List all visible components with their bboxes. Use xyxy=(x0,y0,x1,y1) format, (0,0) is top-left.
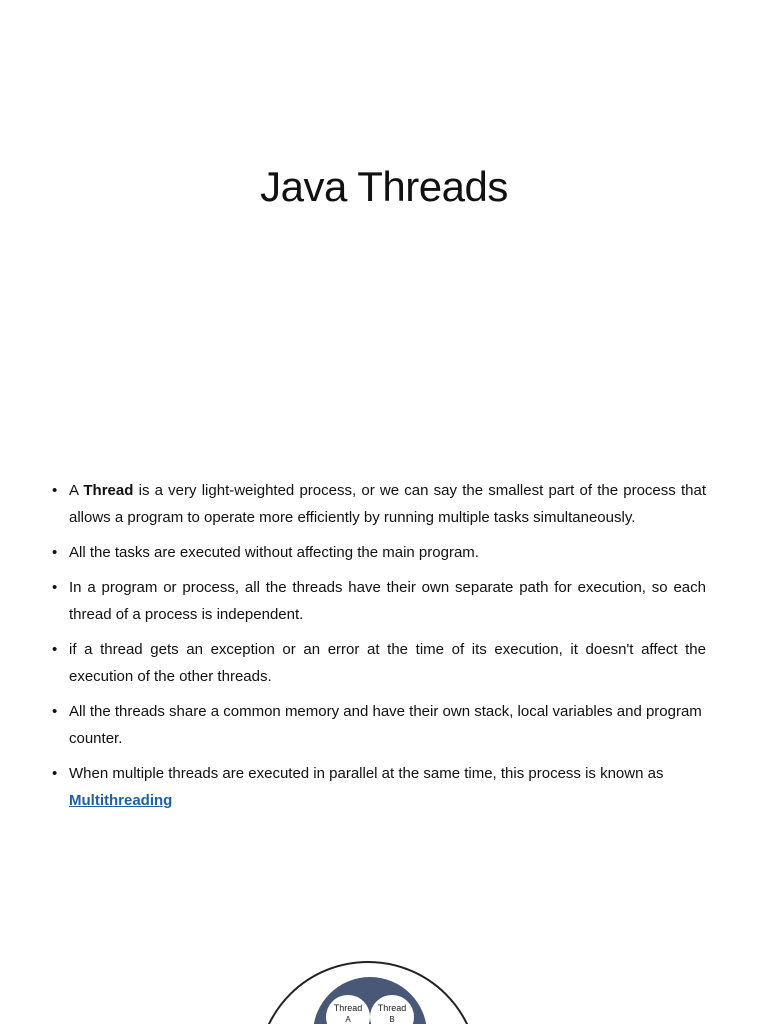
thread-b-label: Thread xyxy=(377,1003,407,1013)
bullet-multithreading xyxy=(50,760,706,814)
bullet-shared-memory xyxy=(50,698,706,752)
bullet-list xyxy=(50,477,706,822)
bullet-text-post: is a very light-weighted process, or we can say the smallest part of the process that allows a program to operate more efficiently by running multiple tasks simultaneously. xyxy=(69,482,706,526)
bullet-separate-path xyxy=(50,574,706,628)
bullet-text: In a program or process, all the threads have their own separate path for execution, so each thread of a process is independent. xyxy=(69,579,706,623)
bullet-text-pre: When multiple threads are executed in parallel at the same time, this process is known as xyxy=(69,765,664,782)
bullet-exception xyxy=(50,636,706,690)
bullet-text-pre: A xyxy=(69,482,84,499)
bullet-text: All the tasks are executed without affecting the main program. xyxy=(69,544,479,561)
thread-b-letter: B xyxy=(389,1015,395,1024)
thread-a-letter: A xyxy=(345,1015,351,1024)
bullet-text: All the threads share a common memory and have their own stack, local variables and program counter. xyxy=(69,703,702,747)
multithreading-link[interactable]: Multithreading xyxy=(69,792,173,809)
thread-diagram xyxy=(0,950,768,1024)
thread-a-label: Thread xyxy=(333,1003,363,1013)
bullet-text: if a thread gets an exception or an error at the time of its execution, it doesn't affect the execution of the other threads. xyxy=(69,641,706,685)
bullet-tasks-independent xyxy=(50,539,706,566)
thread-term: Thread xyxy=(83,482,134,499)
bullet-thread-definition xyxy=(50,477,706,531)
slide-title: Java Threads xyxy=(260,163,508,210)
